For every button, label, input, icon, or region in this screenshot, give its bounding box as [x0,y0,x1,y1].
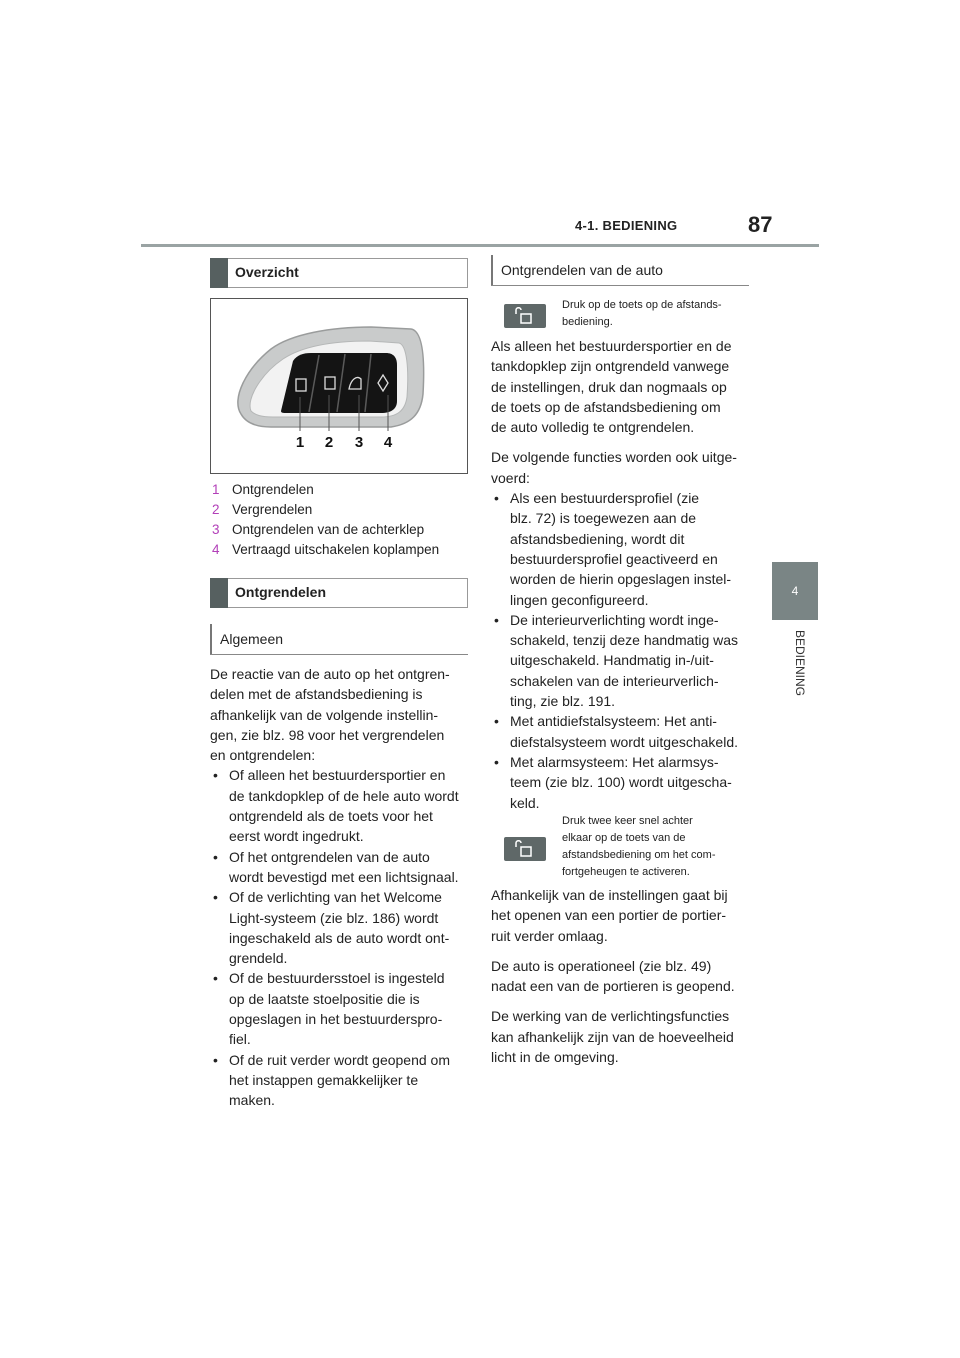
subheading-text: Algemeen [220,631,284,647]
list-item: • Of de ruit verder wordt geopend om het instappen gemakkelijker te maken. [210,1050,480,1111]
key-fob-illustration [211,299,467,473]
list-item: • Of de bestuurdersstoel is ingesteld op de laatste stoelpositie die is opgeslagen in het bestuurderspro- fiel. [210,968,480,1049]
section-heading-bar [210,578,228,608]
note-text: Druk op de toets op de afstands- bediening. [562,299,722,328]
section-heading-text: Ontgrendelen [235,584,327,600]
key-fob-figure [210,298,468,474]
list-item: • Of de verlichting van het Welcome Light-systeem (zie blz. 186) wordt ingeschakeld als de auto wordt ont- grendeld. [210,887,480,968]
paragraph: De werking van de verlichtingsfuncties kan afhankelijk zijn van de hoeveelheid licht in de omgeving. [491,1008,734,1066]
legend-number: 4 [212,542,220,557]
right-body-text [491,336,761,823]
figure-legend [212,480,439,560]
legend-item [212,480,439,500]
legend-text: Vertraagd uitschakelen koplampen [232,542,440,557]
section-heading-unlock [210,578,468,608]
subheading-bar [491,255,493,285]
section-heading-bar [210,258,228,288]
legend-number: 3 [212,522,220,537]
figure-label-2: 2 [324,434,334,451]
figure-label-4: 4 [383,434,393,451]
subheading-general [210,624,468,655]
legend-text: Vergrendelen [232,502,313,517]
legend-item [212,540,439,560]
header-divider [141,244,819,247]
legend-number: 1 [212,482,220,497]
legend-number: 2 [212,502,220,517]
bullet-list [491,488,761,813]
paragraph: De auto is operationeel (zie blz. 49) nadat een van de portieren is geopend. [491,957,735,995]
paragraph: De volgende functies worden ook uitge- voerd: [491,449,737,486]
running-header: 4-1. BEDIENING [575,218,678,233]
unlock-button-icon [504,837,546,861]
left-body-text [210,664,480,1121]
page-number: 87 [748,212,773,237]
list-item: • De interieurverlichting wordt inge- schakeld, tenzij deze handmatig was uitgeschakeld. Handmatig in-/uit- schakelen van de interieurverlich- ting, zie blz. 191. [491,610,761,711]
note-text: Druk twee keer snel achter elkaar op de toets van de afstandsbediening om het com- fortgeheugen te activeren. [562,815,716,878]
list-item: • Of alleen het bestuurdersportier en de tankdopklep of de hele auto wordt ontgrendeld als de toets voor het eerst wordt ingedrukt. [210,765,480,846]
bullet-list [210,765,480,1110]
figure-label-1: 1 [295,434,305,451]
section-heading-text: Overzicht [235,264,299,280]
figure-label-3: 3 [354,434,364,451]
list-item: • Met antidiefstalsysteem: Het anti- diefstalsysteem wordt uitgeschakeld. [491,711,761,752]
paragraph: Afhankelijk van de instellingen gaat bij het openen van een portier de portier- ruit verder omlaag. [491,887,728,944]
subheading-bar [210,624,212,654]
legend-item [212,500,439,520]
paragraph: De reactie van de auto op het ontgren- delen met de afstandsbediening is afhankelijk van de volgende instellin- gen, zie blz. 98 voor het vergrendelen en ontgrendelen: [210,666,450,764]
legend-item [212,520,439,540]
subheading-text: Ontgrendelen van de auto [501,262,663,278]
chapter-tab: 4 [772,562,818,620]
section-heading-overview [210,258,468,288]
list-item: • Als een bestuurdersprofiel (zie blz. 72) is toegewezen aan de afstandsbediening, wordt dit bestuurdersprofiel geactiveerd en worden de hierin opgeslagen instel- lingen geconfigureerd. [491,488,761,610]
right-body-text-lower [491,885,761,1077]
legend-text: Ontgrendelen [232,482,314,497]
paragraph: Als alleen het bestuurdersportier en de tankdopklep zijn ontgrendeld vanwege de instellingen, druk dan nogmaals op de toets op de afstandsbediening om de auto volledig te ontgrendelen. [491,338,732,436]
unlock-button-icon [504,304,546,328]
list-item: • Met alarmsysteem: Het alarmsys- teem (zie blz. 100) wordt uitgescha- keld. [491,752,761,813]
list-item: • Of het ontgrendelen van de auto wordt bevestigd met een lichtsignaal. [210,847,480,888]
chapter-label: BEDIENING [793,630,807,697]
legend-text: Ontgrendelen van de achterklep [232,522,425,537]
subheading-unlock-car [491,255,749,286]
